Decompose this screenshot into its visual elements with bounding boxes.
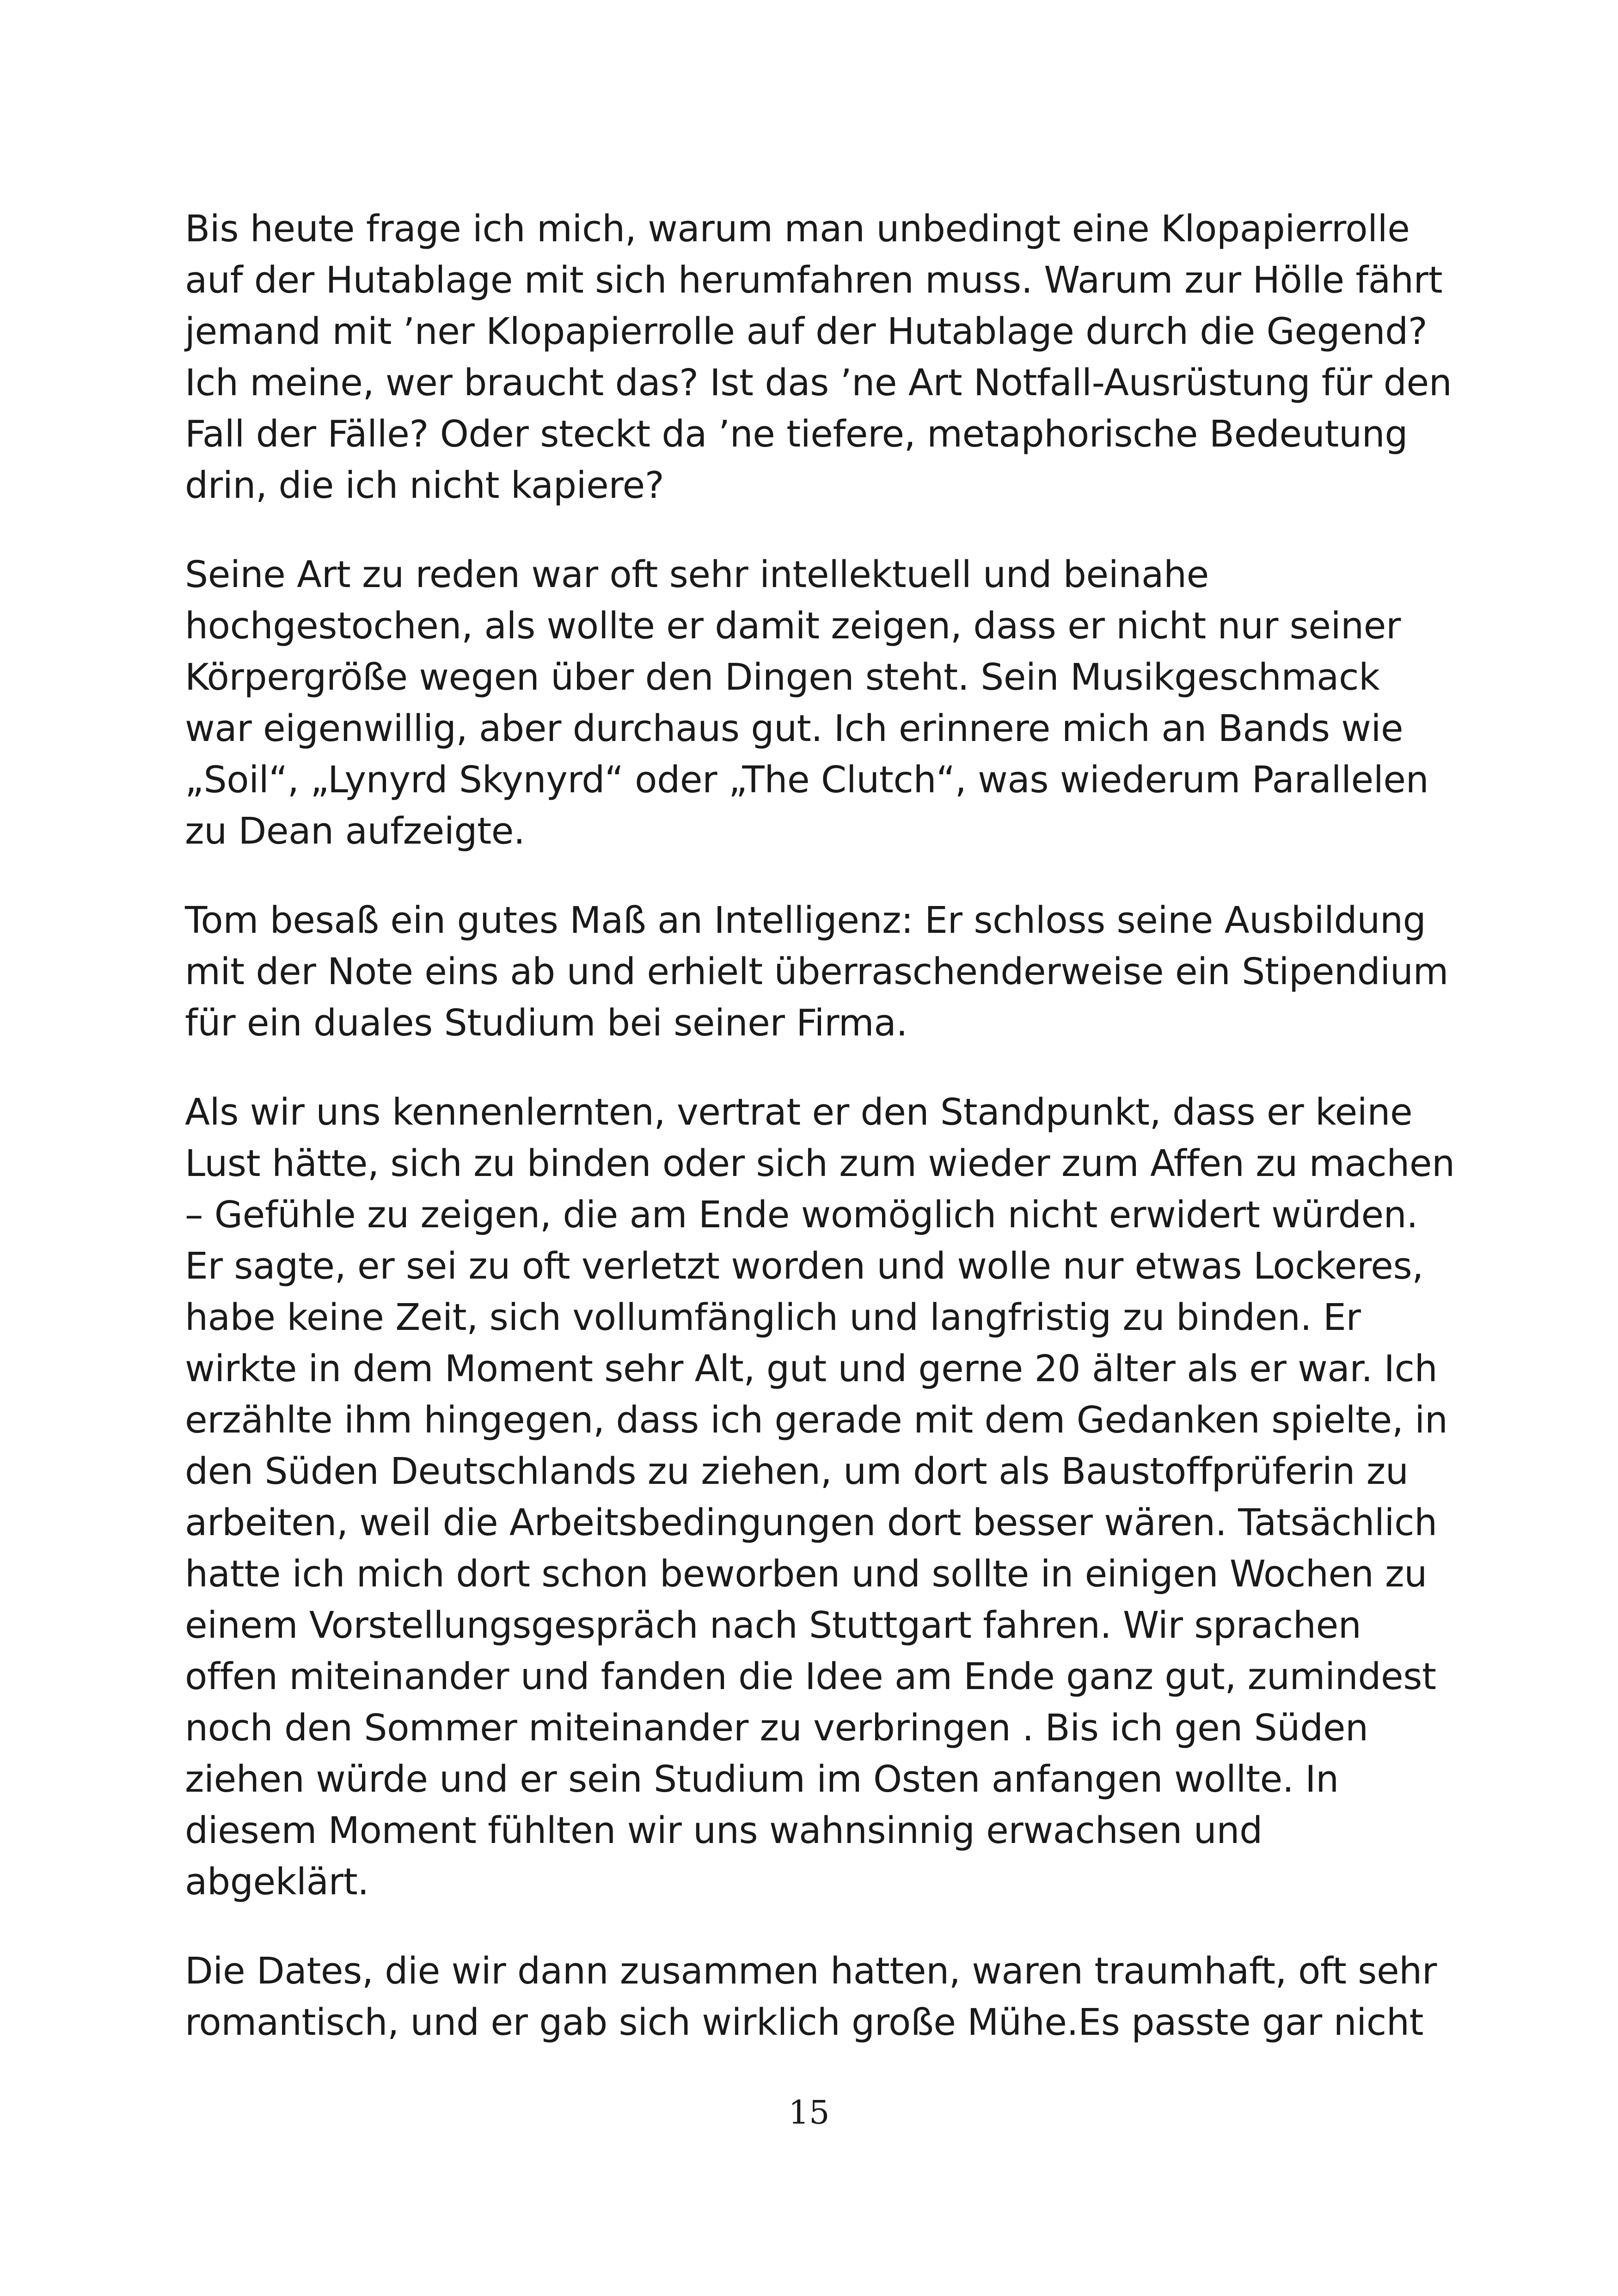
text-line: mit der Note eins ab und erhielt überraschenderweise ein Stipendium bbox=[185, 950, 1449, 993]
text-line: – Gefühle zu zeigen, die am Ende womöglich nicht erwidert würden. bbox=[185, 1194, 1418, 1236]
text-line: Seine Art zu reden war oft sehr intellektuell und beinahe bbox=[185, 553, 1209, 596]
paragraph-3 bbox=[185, 895, 1456, 1049]
text-line: „Soil“, „Lynyrd Skynyrd“ oder „The Clutch“, was wiederum Parallelen bbox=[185, 759, 1429, 801]
text-line: drin, die ich nicht kapiere? bbox=[185, 464, 664, 507]
body-text bbox=[185, 203, 1456, 2048]
text-line: Die Dates, die wir dann zusammen hatten, waren traumhaft, oft sehr bbox=[185, 1950, 1437, 1992]
text-line: diesem Moment fühlten wir uns wahnsinnig erwachsen und bbox=[185, 1809, 1263, 1852]
text-line: für ein duales Studium bei seiner Firma. bbox=[185, 1002, 908, 1044]
text-line: hatte ich mich dort schon beworben und sollte in einigen Wochen zu bbox=[185, 1553, 1427, 1595]
text-line: hochgestochen, als wollte er damit zeigen, dass er nicht nur seiner bbox=[185, 605, 1401, 647]
text-line: arbeiten, weil die Arbeitsbedingungen dort besser wären. Tatsächlich bbox=[185, 1501, 1437, 1544]
text-line: habe keine Zeit, sich vollumfänglich und langfristig zu binden. Er bbox=[185, 1296, 1361, 1339]
text-line: abgeklärt. bbox=[185, 1861, 369, 1903]
paragraph-1 bbox=[185, 203, 1456, 511]
text-line: jemand mit ’ner Klopapierrolle auf der Hutablage durch die Gegend? bbox=[185, 310, 1428, 353]
text-line: Lust hätte, sich zu binden oder sich zum wieder zum Affen zu machen bbox=[185, 1142, 1455, 1185]
text-line: war eigenwillig, aber durchaus gut. Ich erinnere mich an Bands wie bbox=[185, 707, 1403, 750]
paragraph-2 bbox=[185, 549, 1456, 857]
text-line: zu Dean aufzeigte. bbox=[185, 810, 525, 852]
paragraph-5 bbox=[185, 1946, 1456, 2048]
text-line: Als wir uns kennenlernten, vertrat er den Standpunkt, dass er keine bbox=[185, 1091, 1413, 1133]
text-line: Ich meine, wer braucht das? Ist das ’ne Art Notfall-Ausrüstung für den bbox=[185, 361, 1452, 404]
page-number: 15 bbox=[788, 2094, 830, 2131]
text-line: auf der Hutablage mit sich herumfahren muss. Warum zur Hölle fährt bbox=[185, 259, 1443, 301]
text-line: ziehen würde und er sein Studium im Osten anfangen wollte. In bbox=[185, 1758, 1339, 1800]
text-line: Körpergröße wegen über den Dingen steht. Sein Musikgeschmack bbox=[185, 656, 1380, 698]
text-line: offen miteinander und fanden die Idee am Ende ganz gut, zumindest bbox=[185, 1655, 1436, 1698]
text-line: Er sagte, er sei zu oft verletzt worden und wolle nur etwas Lockeres, bbox=[185, 1245, 1423, 1287]
text-line: Tom besaß ein gutes Maß an Intelligenz: Er schloss seine Ausbildung bbox=[185, 899, 1426, 942]
text-line: erzählte ihm hingegen, dass ich gerade mit dem Gedanken spielte, in bbox=[185, 1399, 1448, 1441]
paragraph-4 bbox=[185, 1087, 1456, 1908]
text-line: romantisch, und er gab sich wirklich große Mühe.Es passte gar nicht bbox=[185, 2001, 1424, 2044]
text-line: wirkte in dem Moment sehr Alt, gut und gerne 20 älter als er war. Ich bbox=[185, 1347, 1438, 1390]
text-line: den Süden Deutschlands zu ziehen, um dort als Baustoffprüferin zu bbox=[185, 1450, 1409, 1493]
text-line: noch den Sommer miteinander zu verbringen . Bis ich gen Süden bbox=[185, 1707, 1368, 1749]
text-line: einem Vorstellungsgespräch nach Stuttgart fahren. Wir sprachen bbox=[185, 1604, 1361, 1647]
text-line: Bis heute frage ich mich, warum man unbedingt eine Klopapierrolle bbox=[185, 208, 1410, 250]
text-line: Fall der Fälle? Oder steckt da ’ne tiefere, metaphorische Bedeutung bbox=[185, 413, 1408, 455]
